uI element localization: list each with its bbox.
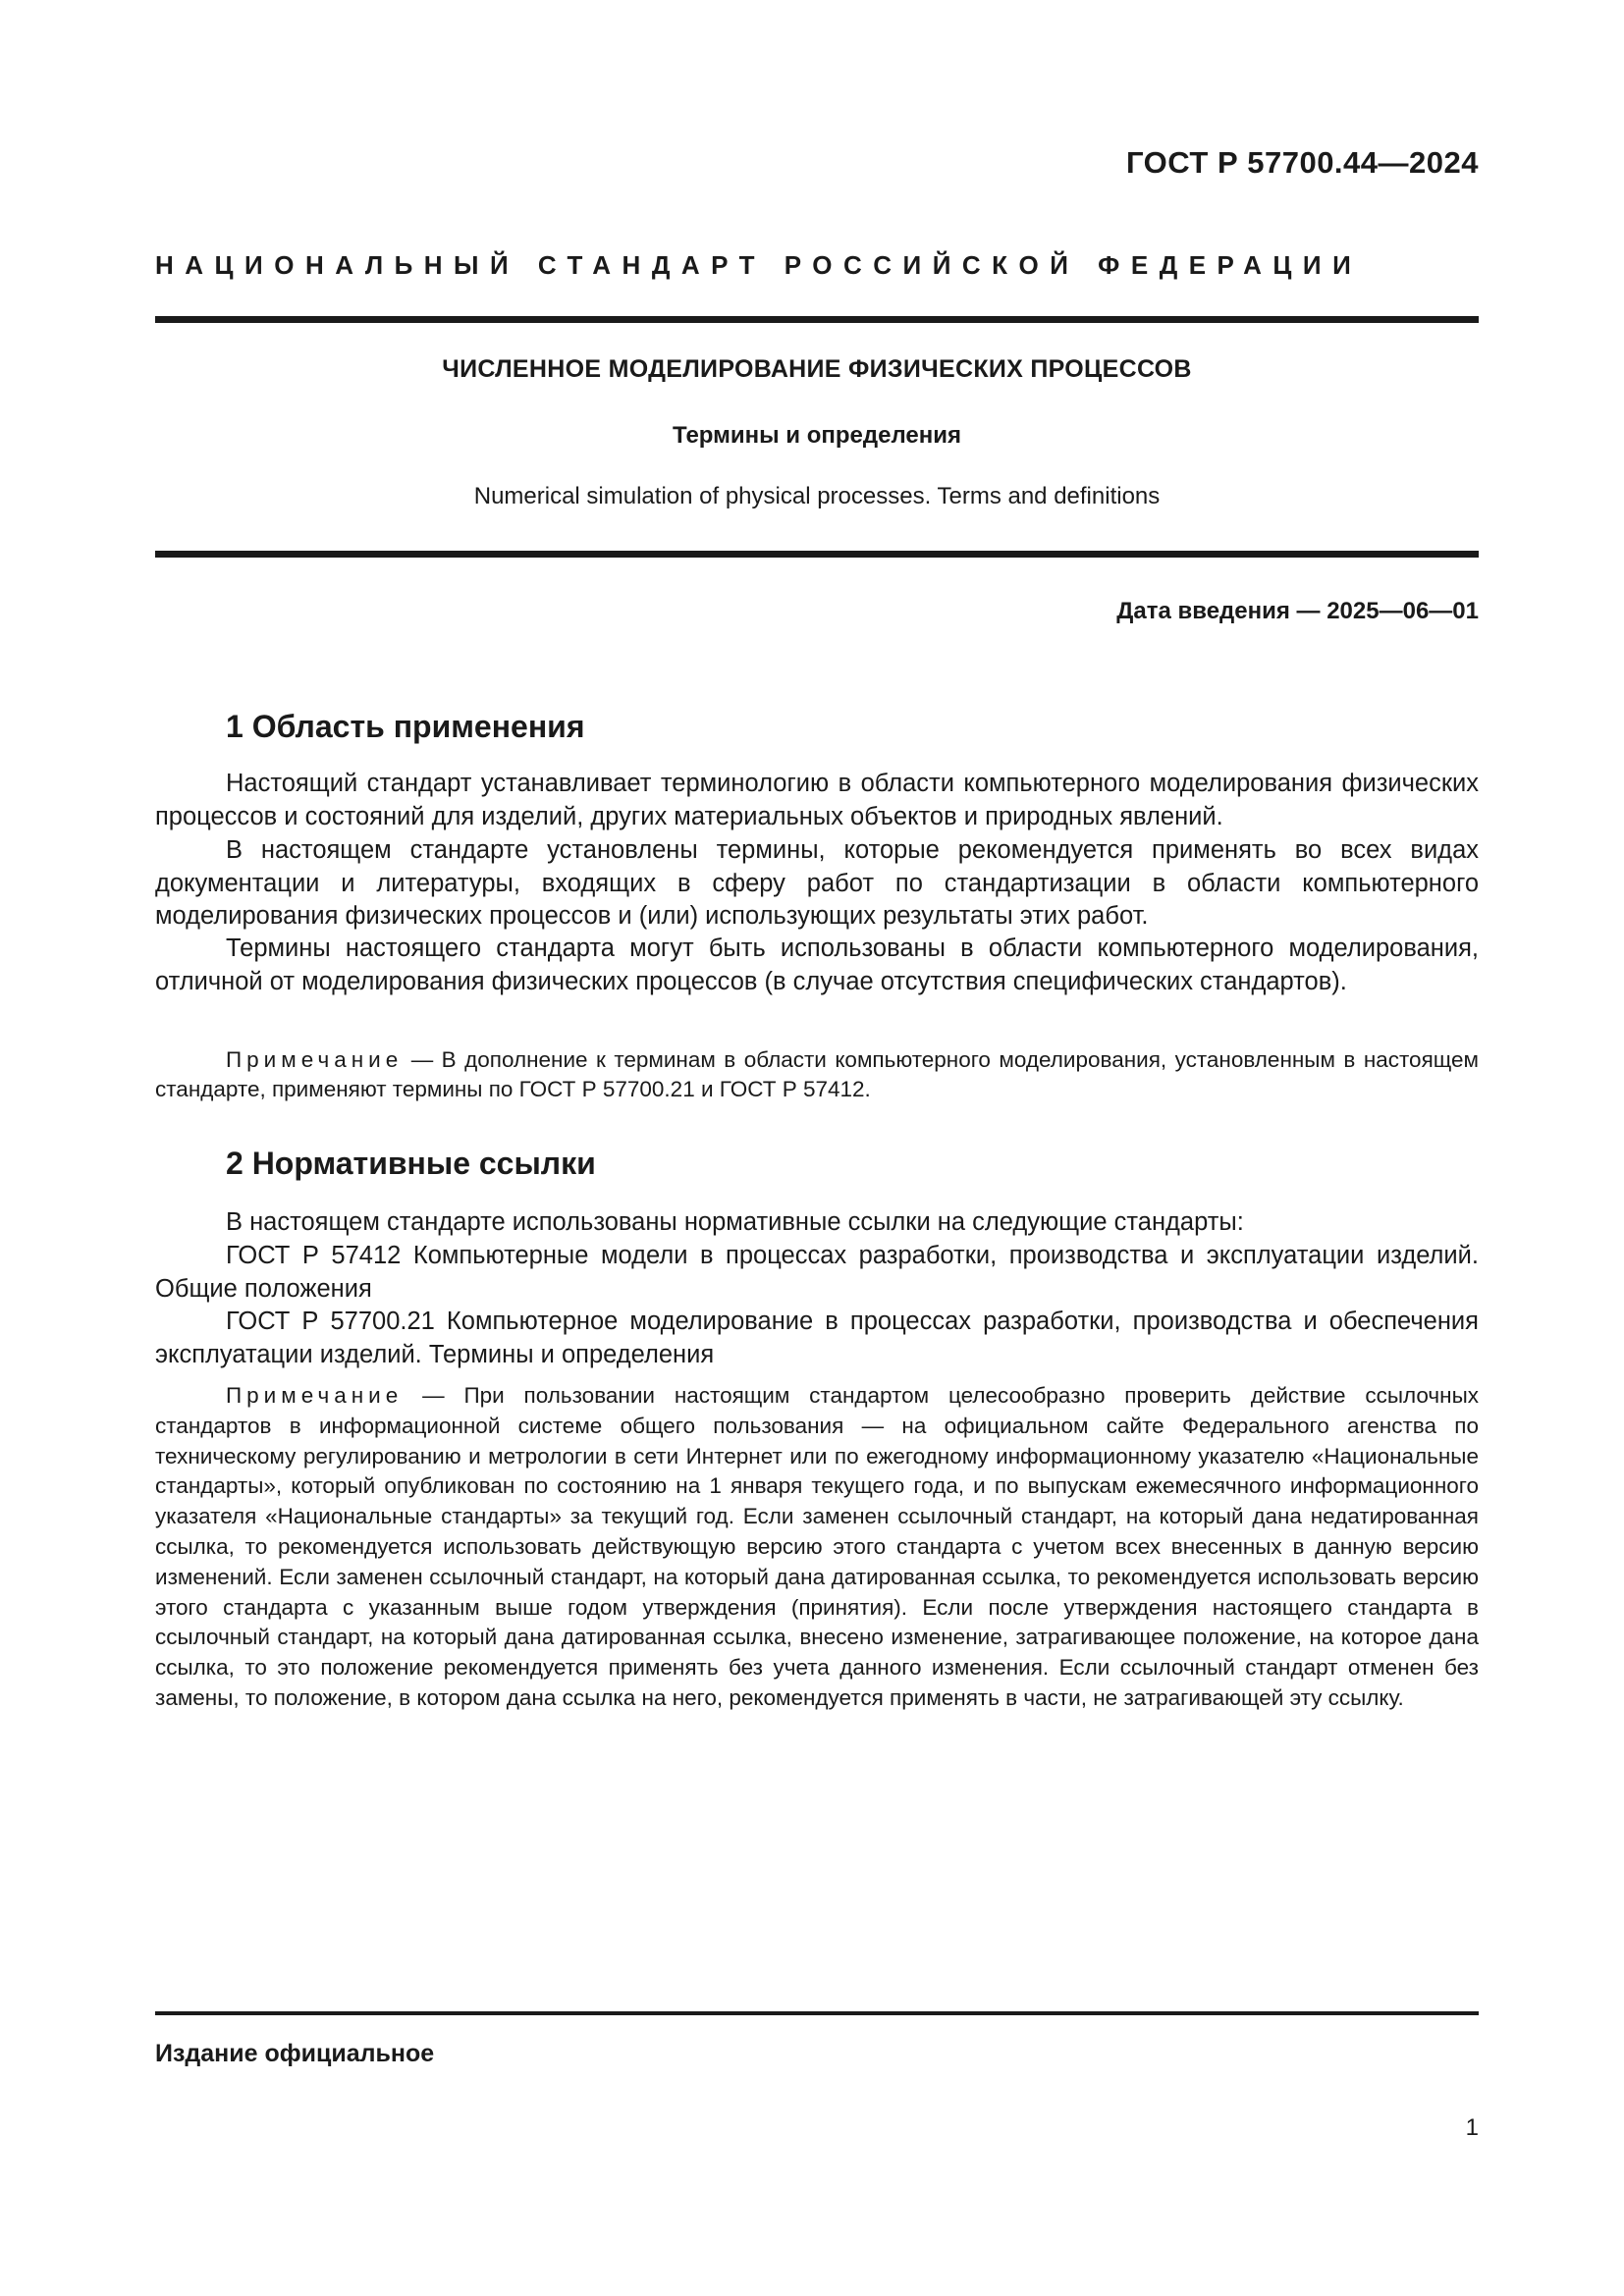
reference-entry: ГОСТ Р 57412 Компьютерные модели в процессах разработки, производства и эксплуатации изделий. Общие положения [155,1242,1479,1303]
edition-label: Издание официальное [155,2040,435,2067]
note-text: — В дополнение к терминам в области компьютерного моделирования, установленным в настоящем стандарте, применяют термины по ГОСТ Р 57700.21 и ГОСТ Р 57412. [155,1047,1479,1101]
document-page [155,0,1479,2296]
paragraph: В настоящем стандарте установлены термины, которые рекомендуется применять во всех видах документации и литературы, входящих в сферу работ по стандартизации в области компьютерного моделирования физических процессов и (или) использующих результаты этих работ. [155,836,1479,930]
document-title: ЧИСЛЕННОЕ МОДЕЛИРОВАНИЕ ФИЗИЧЕСКИХ ПРОЦЕССОВ [442,355,1192,383]
top-rule [155,316,1479,323]
note [155,1045,1479,1104]
document-subtitle: Термины и определения [672,422,962,449]
section-heading: 1 Область применения [226,709,585,744]
note-label: Примечание [226,1383,404,1408]
title-rule [155,551,1479,558]
footer-rule [155,2011,1479,2015]
english-title: Numerical simulation of physical processes. Terms and definitions [473,483,1161,509]
paragraph: Настоящий стандарт устанавливает терминологию в области компьютерного моделирования физических процессов и состояний для изделий, других материальных объектов и природных явлений. [155,770,1479,830]
reference-entry: ГОСТ Р 57700.21 Компьютерное моделирование в процессах разработки, производства и обеспечения эксплуатации изделий. Термины и определения [155,1308,1479,1368]
document-number: ГОСТ Р 57700.44—2024 [1126,145,1479,180]
section-heading: 2 Нормативные ссылки [226,1146,596,1181]
paragraph: В настоящем стандарте использованы нормативные ссылки на следующие стандарты: [226,1208,1244,1236]
introduction-date: Дата введения — 2025—06—01 [1116,598,1479,624]
paragraph: Термины настоящего стандарта могут быть использованы в области компьютерного моделирования, отличной от моделирования физических процессов (в случае отсутствия специфических стандартов). [155,934,1479,995]
note-text: — При пользовании настоящим стандартом целесообразно проверить действие ссылочных стандартов в информационной системе общего пользования — на официальном сайте Федерального агенства по техническому регулированию и метрологии в сети Интернет или по ежегодному информационному указателю «Национальные стандарты», который опубликован по состоянию на 1 января текущего года, и по выпускам ежемесячного информационного указателя «Национальные стандарты» за текущий год. Если заменен ссылочный стандарт, на который дана недатированная ссылка, то рекомендуется использовать действующую версию этого стандарта с учетом всех внесенных в данную версию изменений. Если заменен ссылочный стандарт, на который дана датированная ссылка, то рекомендуется использовать версию этого стандарта с указанным выше годом утверждения (принятия). Если после утверждения настоящего стандарта в ссылочный стандарт, на который дана датированная ссылка, внесено изменение, затрагивающее положение, на которое дана ссылка, то это положение рекомендуется применять без учета данного изменения. Если ссылочный стандарт отменен без замены, то положение, в котором дана ссылка на него, рекомендуется применять в части, не затрагивающей эту ссылку. [155,1383,1479,1710]
page-number: 1 [1465,2114,1479,2141]
national-standard-banner: НАЦИОНАЛЬНЫЙ СТАНДАРТ РОССИЙСКОЙ ФЕДЕРАЦИИ [155,250,1363,280]
note [155,1381,1479,1714]
note-label: Примечание [226,1047,404,1072]
